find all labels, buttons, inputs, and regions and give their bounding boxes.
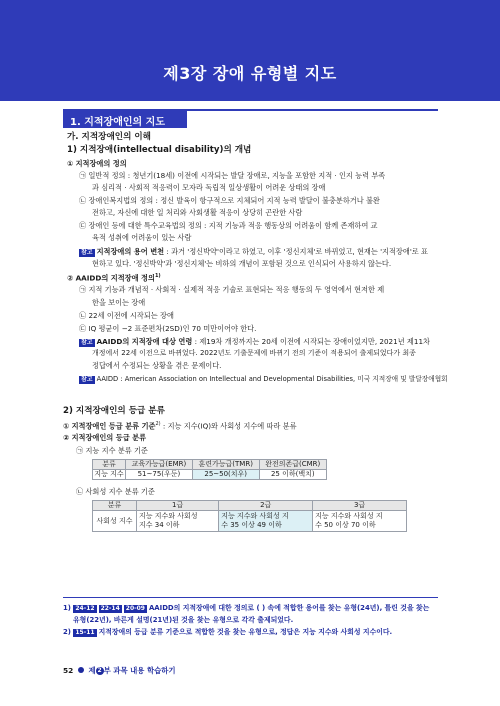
footnote-rule: [63, 597, 438, 598]
social-classification-table: [92, 500, 407, 532]
general-definition: ㉠ 일반적 정의 : 청년기(18세) 이전에 시작되는 발달 장애로, 지능을 포함한 지적 · 인지 능력 부족: [79, 171, 386, 180]
footer-prefix: 제: [88, 666, 96, 675]
table-header: 완전의존급(CMR): [259, 460, 326, 470]
exam-tag: 22-14: [100, 605, 120, 612]
cell-line: 수 35 이상 49 이하: [221, 521, 282, 529]
table-cell: 25~50(치우): [192, 470, 259, 480]
footnote-text: 지적장애의 등급 분류 기준으로 적합한 것을 찾는 유형으로, 정답은 지능 지수와 사회성 지수이다.: [98, 628, 393, 636]
bullet-dot-icon: [78, 667, 84, 673]
cell-line: 지수 34 이하: [139, 521, 180, 529]
age-note-cont-2: 정답에서 수정되는 상황을 겪은 문제이다.: [92, 361, 222, 370]
age-note-cont-1: 개정에서 22세 이전으로 바뀌었다. 2022년도 기출문제에 바뀌기 전의 기준이 적용되어 출제되었다가 최종: [92, 349, 416, 357]
term-history-note: [79, 247, 428, 257]
grade-criteria: [63, 420, 297, 430]
aaidd-item-1: ㉠ 지적 기능과 개념적 · 사회적 · 실제적 적응 기술로 표현되는 적응 행동의 두 영역에서 현저한 제: [79, 285, 385, 294]
grade-classification-title: ② 지적장애인의 등급 분류: [63, 433, 147, 442]
table-cell: 25 이하(백치): [259, 470, 326, 480]
aaidd-item-1-cont: 한을 보이는 장애: [92, 298, 146, 307]
page-footer: [63, 665, 176, 676]
reference-badge: 참고: [81, 339, 93, 346]
grade-criteria-label: ① 지적장애인 등급 분류 기준: [63, 421, 156, 431]
reference-badge: 참고: [81, 376, 93, 383]
iq-table-caption: ㉠ 지능 지수 분류 기준: [76, 446, 148, 455]
table-header: 분류: [93, 501, 137, 511]
aaidd-abbrev-note: [79, 375, 448, 384]
table-cell: 지능 지수: [94, 470, 124, 478]
page-number: 52: [63, 666, 74, 675]
age-note: [79, 337, 430, 347]
special-ed-definition-cont: 육적 성취에 어려움이 있는 사람: [92, 233, 192, 242]
table-header: 3급: [313, 501, 407, 511]
footer-text: 부 과목 내용 학습하기: [103, 666, 176, 675]
section-title: 1. 지적장애인의 지도: [63, 111, 187, 128]
heading-concept: 1) 지적장애(intellectual disability)의 개념: [67, 145, 252, 155]
footnote-text: AAIDD의 지적장애에 대한 정의로 ( ) 속에 적합한 용어를 찾는 유형(24년), 틀린 것을 찾는: [148, 604, 430, 612]
term-history-text: : 과거 '정신박약'이라고 하였고, 이후 '정신지체'로 바뀌었고, 현재는 '지적장애'로 표: [164, 247, 428, 256]
footnote-ref-2: 2): [155, 421, 161, 427]
definition-title: ① 지적장애의 정의: [67, 159, 127, 168]
table-header: 1급: [137, 501, 219, 511]
term-history-label: 지적장애의 용어 변천: [96, 247, 165, 256]
part-number-badge: 2: [97, 667, 102, 674]
aaidd-definition-title: [67, 272, 161, 282]
footnote-1-cont: 유형(22년), 바른게 설명(21년)된 것을 찾는 유형으로 각각 출제되었다.: [73, 616, 294, 624]
aaidd-item-3: ㉢ IQ 평균이 −2 표준편차(2SD)인 70 미만이어야 한다.: [79, 324, 257, 333]
aaidd-abbrev-text: AAIDD : American Association on Intellectual and Developmental Disabilities, 미국 지적장애 및 발달장애협회: [96, 375, 448, 383]
table-cell: 51~75(우둔): [126, 470, 193, 480]
table-header: 2급: [219, 501, 313, 511]
table-header: 분류: [93, 460, 126, 470]
cell-line: 지능 지수와 사회성 지: [315, 512, 383, 520]
age-note-text: : 제19차 개정까지는 20세 이전에 시작되는 장애이었지만, 2021년 제11차: [192, 337, 430, 346]
grade-criteria-text: : 지능 지수(IQ)와 사회성 지수에 따라 분류: [160, 421, 297, 431]
aaidd-title-text: ② AAIDD의 지적장애 정의: [67, 273, 155, 283]
aaidd-item-2: ㉡ 22세 이전에 시작되는 장애: [79, 311, 174, 320]
exam-tag: 15-11: [75, 629, 95, 636]
footnote-ref-1: 1): [154, 273, 161, 279]
cell-line: 지능 지수와 사회성: [139, 512, 198, 520]
table-cell: [313, 511, 407, 532]
special-ed-definition: ㉢ 장애인 등에 대한 특수교육법의 정의 : 지적 기능과 적응 행동상의 어려움이 함께 존재하여 교: [79, 221, 378, 230]
table-cell: [137, 511, 219, 532]
cell-line: 지능 지수와 사회성 지: [221, 512, 289, 520]
age-note-label: AAIDD의 지적장애 대상 연령: [96, 337, 193, 346]
welfare-law-definition-cont: 전하고, 자신에 대한 일 처리와 사회생활 적응이 상당히 곤란한 사람: [92, 208, 303, 217]
table-cell: 사회성 지수: [93, 511, 137, 532]
subsection-heading: 가. 지적장애인의 이해: [67, 132, 151, 142]
footnote-1: [63, 604, 429, 613]
term-history-cont: 현하고 있다. '정신박약'과 '정신지체'는 비하의 개념이 포함된 것으로 인식되어 사용하지 않는다.: [92, 259, 392, 268]
footnote-2: [63, 628, 392, 637]
welfare-law-definition: ㉡ 장애인복지법의 정의 : 정신 발육이 항구적으로 지체되어 지적 능력 발달이 불충분하거나 불완: [79, 196, 380, 205]
social-table-caption: ㉡ 사회성 지수 분류 기준: [76, 487, 155, 496]
general-definition-cont: 과 심리적 · 사회적 적응력이 모자라 독립적 일상생활이 어려운 상태의 장애: [92, 183, 326, 192]
footnote-number: 1): [63, 604, 71, 612]
reference-badge: 참고: [81, 249, 93, 256]
iq-classification-table: [92, 459, 327, 480]
exam-tag: 24-12: [75, 605, 95, 612]
chapter-banner: [0, 0, 500, 101]
table-header: 교육가능급(EMR): [126, 460, 193, 470]
exam-tag: 20-09: [125, 605, 145, 612]
chapter-title: 제3장 장애 유형별 지도: [163, 64, 337, 83]
table-header: 훈련가능급(TMR): [192, 460, 259, 470]
heading-grade: 2) 지적장애인의 등급 분류: [63, 406, 165, 416]
table-cell: [219, 511, 313, 532]
cell-line: 수 50 이상 70 이하: [315, 521, 376, 529]
footnote-number: 2): [63, 628, 71, 636]
